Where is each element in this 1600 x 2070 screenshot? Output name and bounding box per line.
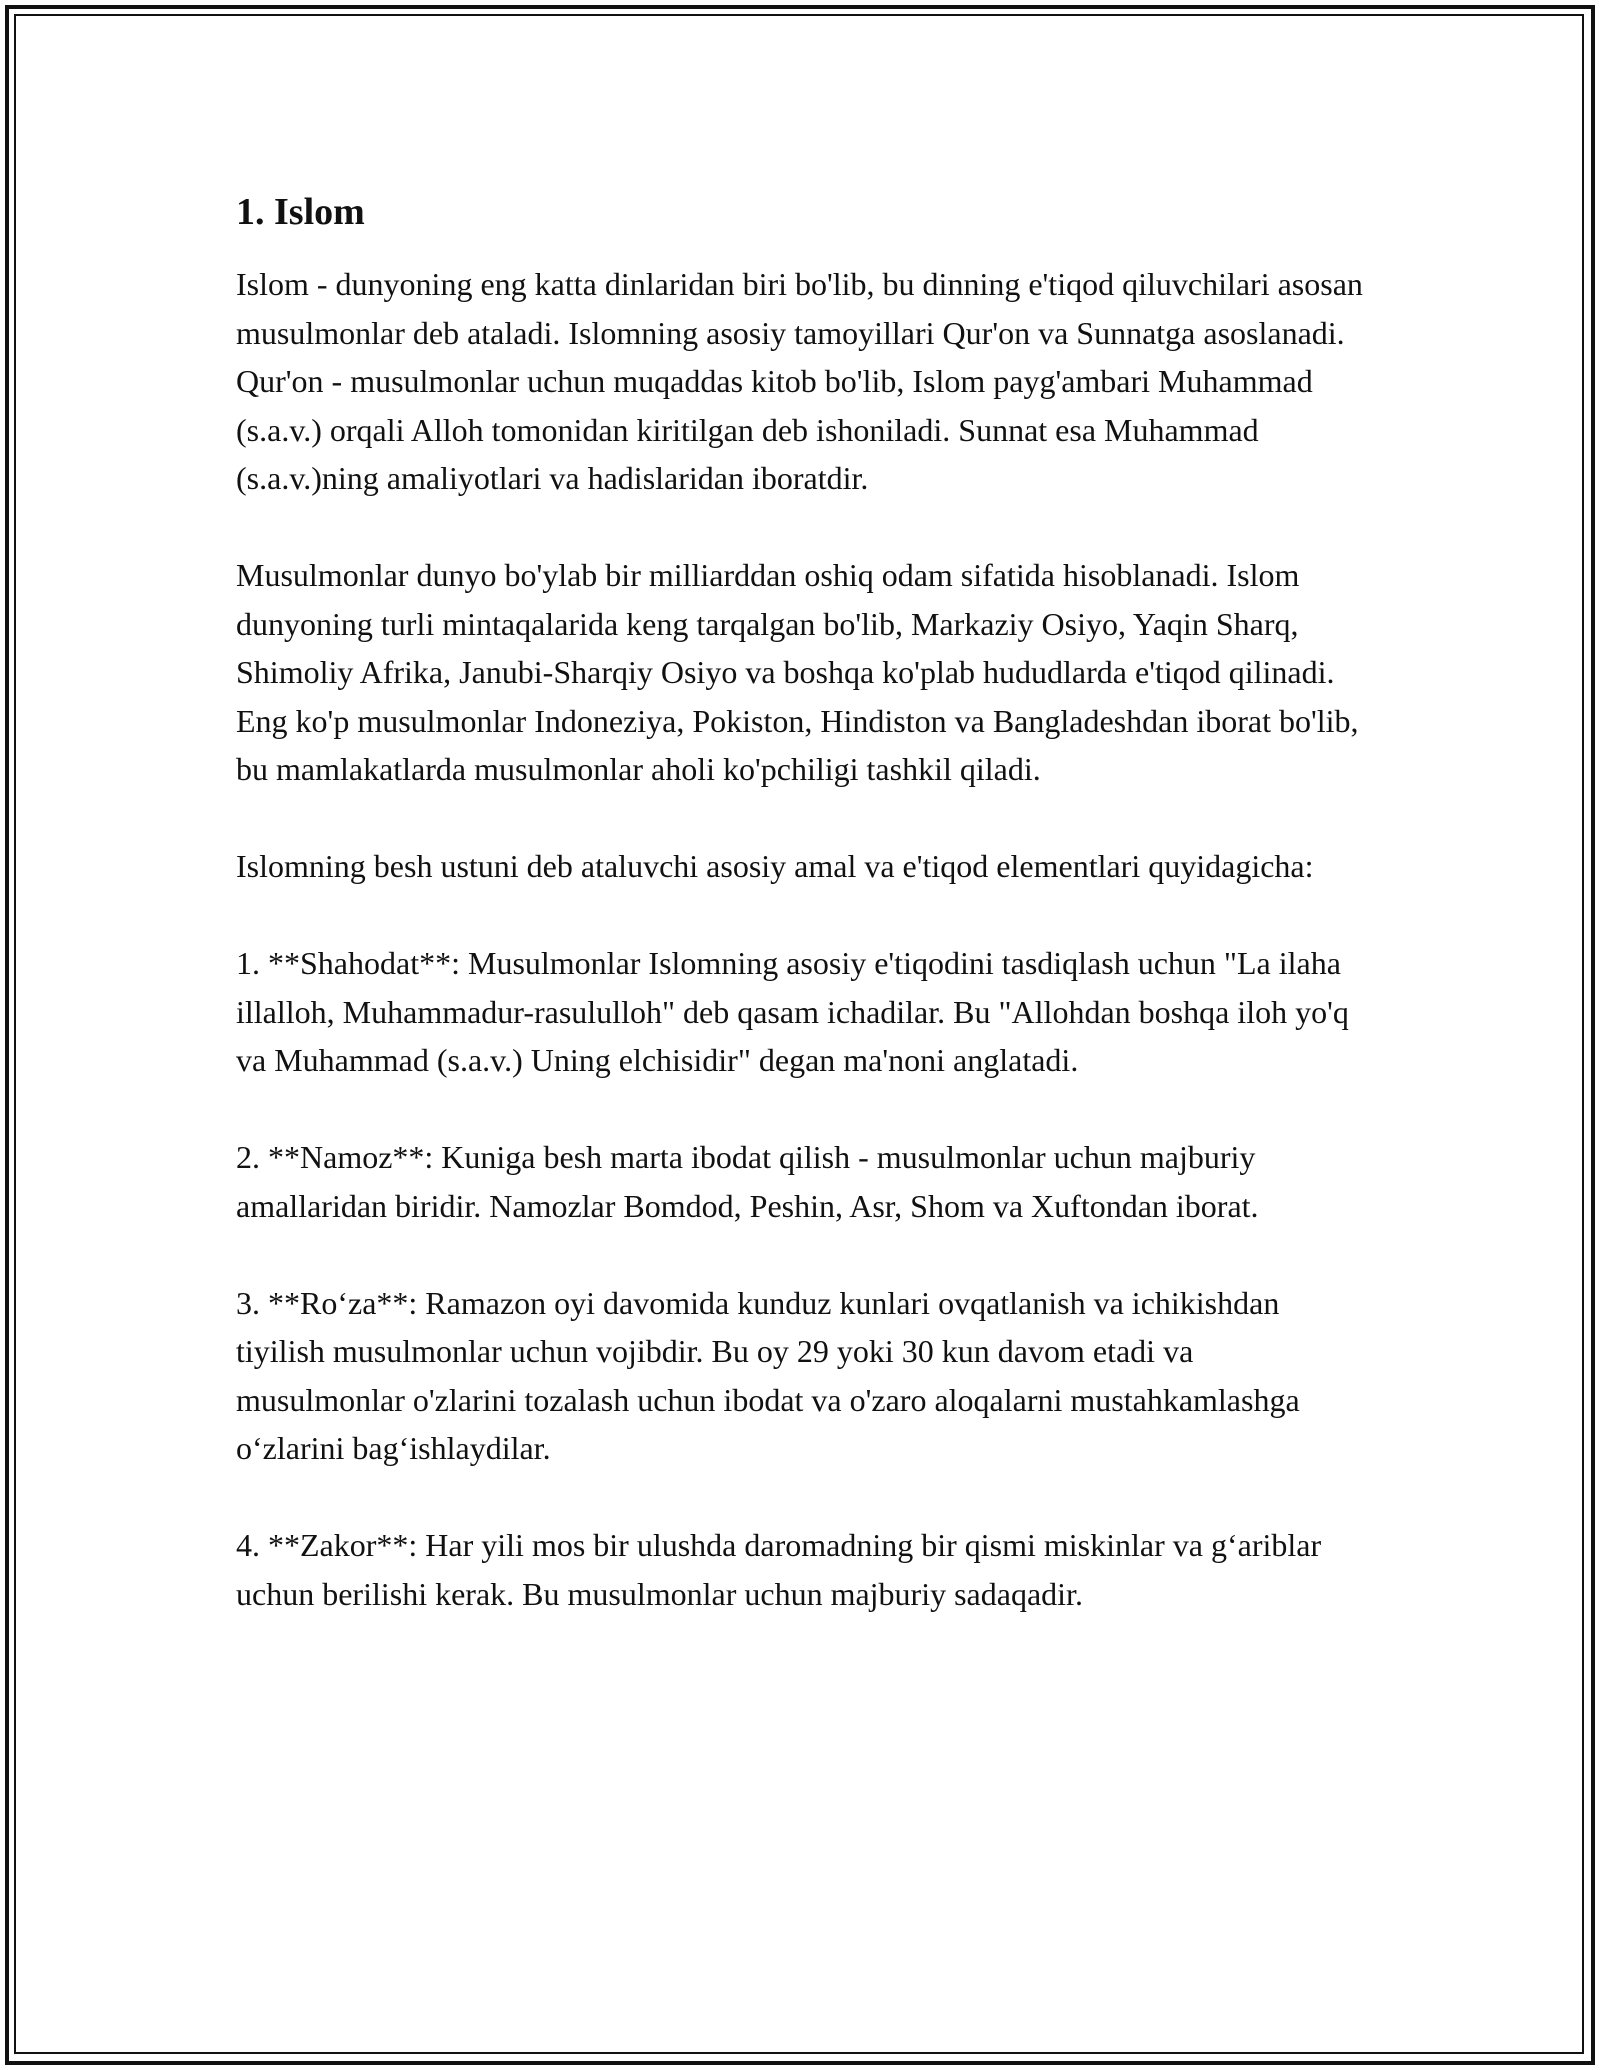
list-item-shahodat: 1. **Shahodat**: Musulmonlar Islomning asosiy e'tiqodini tasdiqlash uchun "La ilaha illalloh, Muhammadur-rasululloh" deb qasam ichadilar. Bu "Allohdan boshqa iloh yo'q va Muhammad (s.a.v.) Uning elchisidir" degan ma'noni anglatadi. — [236, 945, 1349, 1078]
section-heading: 1. Islom — [236, 191, 365, 233]
paragraph-pillars-intro: Islomning besh ustuni deb ataluvchi asosiy amal va e'tiqod elementlari quyidagicha: — [236, 848, 1314, 884]
list-item-namoz: 2. **Namoz**: Kuniga besh marta ibodat qilish - musulmonlar uchun majburiy amallaridan biridir. Namozlar Bomdod, Peshin, Asr, Shom va Xuftondan iborat. — [236, 1139, 1259, 1224]
list-item-zakot: 4. **Zakor**: Har yili mos bir ulushda daromadning bir qismi miskinlar va gʻariblar uchun berilishi kerak. Bu musulmonlar uchun majburiy sadaqadir. — [236, 1527, 1322, 1612]
document-body — [236, 186, 1366, 1667]
list-item-roza: 3. **Roʻza**: Ramazon oyi davomida kunduz kunlari ovqatlanish va ichikishdan tiyilish musulmonlar uchun vojibdir. Bu oy 29 yoki 30 kun davom etadi va musulmonlar o'zlarini tozalash uchun ibodat va o'zaro aloqalarni mustahkamlashga oʻzlarini bagʻishlaydilar. — [236, 1284, 1300, 1466]
paragraph-intro: Islom - dunyoning eng katta dinlaridan biri bo'lib, bu dinning e'tiqod qiluvchilari asosan musulmonlar deb ataladi. Islomning asosiy tamoyillari Qur'on va Sunnatga asoslanadi. Qur'on - musulmonlar uchun muqaddas kitob bo'lib, Islom payg'ambari Muhammad (s.a.v.) orqali Alloh tomonidan kiritilgan deb ishoniladi. Sunnat esa Muhammad (s.a.v.)ning amaliyotlari va hadislaridan iboratdir. — [236, 266, 1363, 496]
paragraph-demographics: Musulmonlar dunyo bo'ylab bir milliarddan oshiq odam sifatida hisoblanadi. Islom dunyoning turli mintaqalarida keng tarqalgan bo'lib, Markaziy Osiyo, Yaqin Sharq, Shimoliy Afrika, Janubi-Sharqiy Osiyo va boshqa ko'plab hududlarda e'tiqod qilinadi. Eng ko'p musulmonlar Indoneziya, Pokiston, Hindiston va Bangladeshdan iborat bo'lib, bu mamlakatlarda musulmonlar aholi ko'pchiligi tashkil qiladi. — [236, 557, 1359, 787]
